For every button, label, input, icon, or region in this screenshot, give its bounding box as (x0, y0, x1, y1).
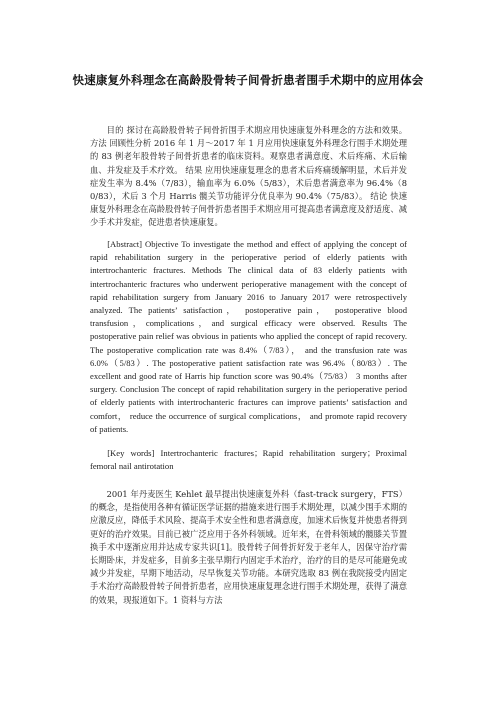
chinese-abstract: 目的 探讨在高龄股骨转子间骨折围手术期应用快速康复外科理念的方法和效果。 方法 回顾性分析 2016 年 1 月～2017 年 1 月应用快速康复外科理念行围手术期处理的 83 例老年股骨转子间骨折患者的临床资料。观察患者满意度、术后疼痛、术后输血、并发症及手术疗效。 结果 应用快速康复理念的患者术后疼痛缓解明显，术后并发症发生率为 8.4%（7/83），输血率为 6.0%（5/83），术后患者满意率为 96.4%（80/83），术后 3 个月 Harris 髋关节功能评分优良率为 90.4%（75/83）。 结论 快速康复外科理念在高龄股骨转子间骨折患者围手术期应用可提高患者满意度及舒适度、减少手术并发症，促进患者快速康复。 (90, 125, 407, 228)
keywords: [Key words] Intertrochanteric fractures；Rapid rehabilitation surgery；Proximal femoral nail antirotation (90, 448, 407, 472)
paper-title: 快速康复外科理念在高龄股骨转子间骨折患者围手术期中的应用体会 (72, 73, 424, 87)
introduction-paragraph: 2001 年丹麦医生 Kehlet 最早提出快速康复外科（fast-track surgery，FTS）的概念，是指使用各种有循证医学证据的措施来进行围手术期处理，以减少围手术期的应激反应，降低手术风险、提高手术安全性和患者满意度，加速术后恢复并使患者得到更好的治疗效果。目前已被广泛应用于各外科领域。近年来，在骨科领域的髋膝关节置换手术中逐渐应用并达成专家共识[1]。股骨转子间骨折好发于老年人，因保守治疗需长期卧床，并发症多，目前多主张早期行内固定手术治疗，治疗的目的是尽可能避免或减少并发症，早期下地活动，尽早恢复关节功能。本研究选取 83 例在我院接受内固定手术治疗高龄股骨转子间骨折患者，应用快速康复理念进行围手术期处理，获得了满意的效果，现报道如下。1 资料与方法 (90, 489, 407, 605)
english-abstract: [Abstract] Objective To investigate the method and effect of applying the concept of rapid rehabilitation surgery in the perioperative period of elderly patients with intertrochanteric fractures. Methods The clinical data of 83 elderly patients with intertrochanteric fractures who underwent perioperative management with the concept of rapid rehabilitation surgery from January 2016 to January 2017 were retrospectively analyzed. The patients’ satisfaction， postoperative pain， postoperative blood transfusion，complications，and surgical efficacy were observed. Results The postoperative pain relief was obvious in patients who applied the concept of rapid recovery. The postoperative complication rate was 8.4%（7/83）， and the transfusion rate was 6.0%（5/83）. The postoperative patient satisfaction rate was 96.4%（80/83）. The excellent and good rate of Harris hip function score was 90.4%（75/83） 3 months after surgery. Conclusion The concept of rapid rehabilitation surgery in the perioperative period of elderly patients with intertrochanteric fractures can improve patients’ satisfaction and comfort， reduce the occurrence of surgical complications， and promote rapid recovery of patients. (90, 239, 407, 434)
